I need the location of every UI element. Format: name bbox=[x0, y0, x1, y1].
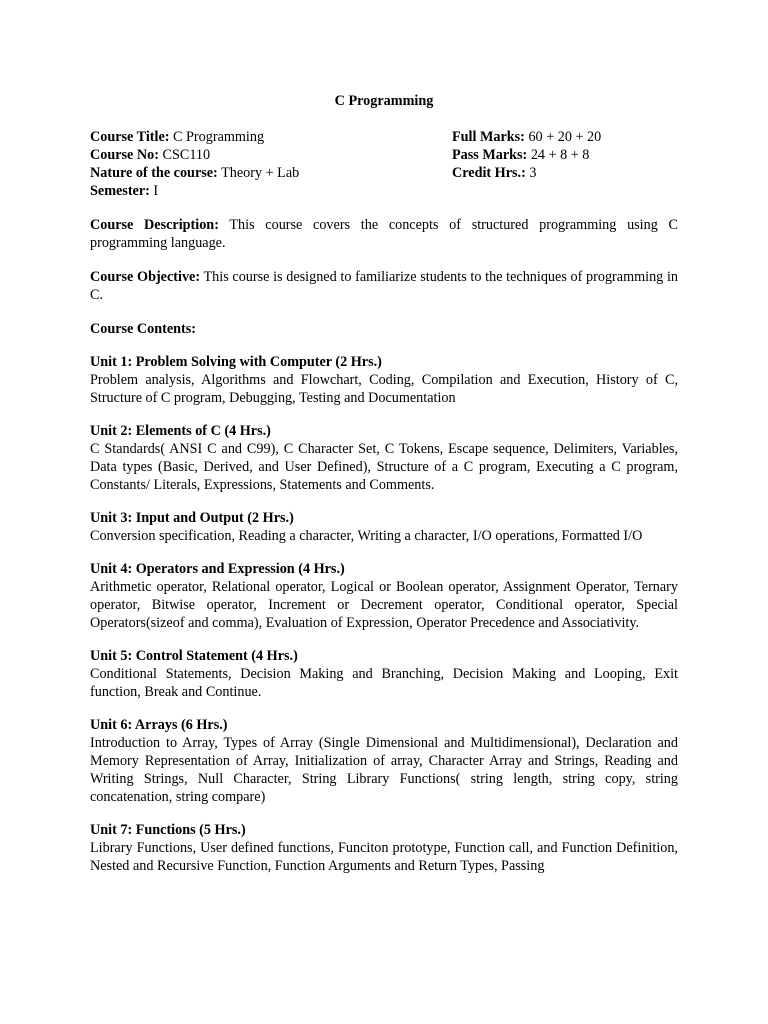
course-contents-heading: Course Contents: bbox=[90, 321, 197, 337]
unit-7 bbox=[90, 821, 678, 875]
course-objective bbox=[90, 268, 678, 304]
unit-2 bbox=[90, 422, 678, 494]
unit-title: Unit 1: Problem Solving with Computer (2 Hrs.) bbox=[90, 354, 382, 370]
meta-label: Credit Hrs.: bbox=[452, 165, 526, 181]
unit-4 bbox=[90, 560, 678, 632]
objective-label: Course Objective: bbox=[90, 269, 201, 285]
meta-value: 24 + 8 + 8 bbox=[527, 147, 590, 163]
meta-label: Semester: bbox=[90, 183, 150, 199]
meta-value: 3 bbox=[525, 165, 537, 181]
meta-value: I bbox=[149, 183, 159, 199]
course-description bbox=[90, 216, 678, 252]
unit-title: Unit 3: Input and Output (2 Hrs.) bbox=[90, 510, 294, 526]
unit-title: Unit 6: Arrays (6 Hrs.) bbox=[90, 717, 228, 733]
unit-title: Unit 2: Elements of C (4 Hrs.) bbox=[90, 423, 271, 439]
unit-title: Unit 7: Functions (5 Hrs.) bbox=[90, 822, 246, 838]
meta-course-title bbox=[90, 128, 452, 146]
meta-value: C Programming bbox=[169, 129, 265, 145]
course-meta-right bbox=[452, 128, 678, 200]
meta-full-marks bbox=[452, 128, 678, 146]
meta-label: Course Title: bbox=[90, 129, 170, 145]
meta-label: Course No: bbox=[90, 147, 159, 163]
meta-value: Theory + Lab bbox=[217, 165, 300, 181]
unit-title: Unit 4: Operators and Expression (4 Hrs.) bbox=[90, 561, 345, 577]
unit-body: Conditional Statements, Decision Making and Branching, Decision Making and Looping, Exit function, Break and Continue. bbox=[90, 666, 678, 700]
unit-6 bbox=[90, 716, 678, 806]
unit-body: C Standards( ANSI C and C99), C Character Set, C Tokens, Escape sequence, Delimiters, Variables, Data types (Basic, Derived, and User Defined), Structure of a C program, Executing a C program, Constants/ Literals, Expressions, Statements and Comments. bbox=[90, 441, 678, 493]
course-meta bbox=[90, 128, 678, 200]
meta-credit-hrs bbox=[452, 164, 678, 182]
unit-body: Problem analysis, Algorithms and Flowchart, Coding, Compilation and Execution, History of C, Structure of C program, Debugging, Testing and Documentation bbox=[90, 372, 678, 406]
meta-nature bbox=[90, 164, 452, 182]
unit-5 bbox=[90, 647, 678, 701]
objective-text: This course is designed to familiarize students to the techniques of programming in C. bbox=[90, 269, 678, 303]
unit-body: Arithmetic operator, Relational operator, Logical or Boolean operator, Assignment Operator, Ternary operator, Bitwise operator, Increment or Decrement operator, Conditional operator, Special Operators(sizeof and comma), Evaluation of Expression, Operator Precedence and Associativity. bbox=[90, 579, 678, 631]
meta-label: Pass Marks: bbox=[452, 147, 528, 163]
meta-semester bbox=[90, 182, 452, 200]
unit-1 bbox=[90, 353, 678, 407]
course-meta-left bbox=[90, 128, 452, 200]
unit-3 bbox=[90, 509, 678, 545]
description-text: This course covers the concepts of structured programming using C programming language. bbox=[90, 217, 678, 251]
document-title: C Programming bbox=[334, 93, 434, 109]
document-page bbox=[90, 92, 678, 875]
unit-body: Conversion specification, Reading a character, Writing a character, I/O operations, Formatted I/O bbox=[90, 528, 643, 544]
meta-course-no bbox=[90, 146, 452, 164]
unit-title: Unit 5: Control Statement (4 Hrs.) bbox=[90, 648, 298, 664]
unit-body: Library Functions, User defined functions, Funciton prototype, Function call, and Function Definition, Nested and Recursive Function, Function Arguments and Return Types, Passing bbox=[90, 840, 678, 874]
meta-label: Full Marks: bbox=[452, 129, 525, 145]
meta-pass-marks bbox=[452, 146, 678, 164]
meta-value: 60 + 20 + 20 bbox=[524, 129, 602, 145]
description-label: Course Description: bbox=[90, 217, 219, 233]
unit-body: Introduction to Array, Types of Array (Single Dimensional and Multidimensional), Declaration and Memory Representation of Array, Initialization of array, Character Array and Strings, Reading and Writing Strings, Null Character, String Library Functions( string length, string copy, string concatenation, string compare) bbox=[90, 735, 678, 805]
meta-value: CSC110 bbox=[158, 147, 211, 163]
meta-label: Nature of the course: bbox=[90, 165, 218, 181]
